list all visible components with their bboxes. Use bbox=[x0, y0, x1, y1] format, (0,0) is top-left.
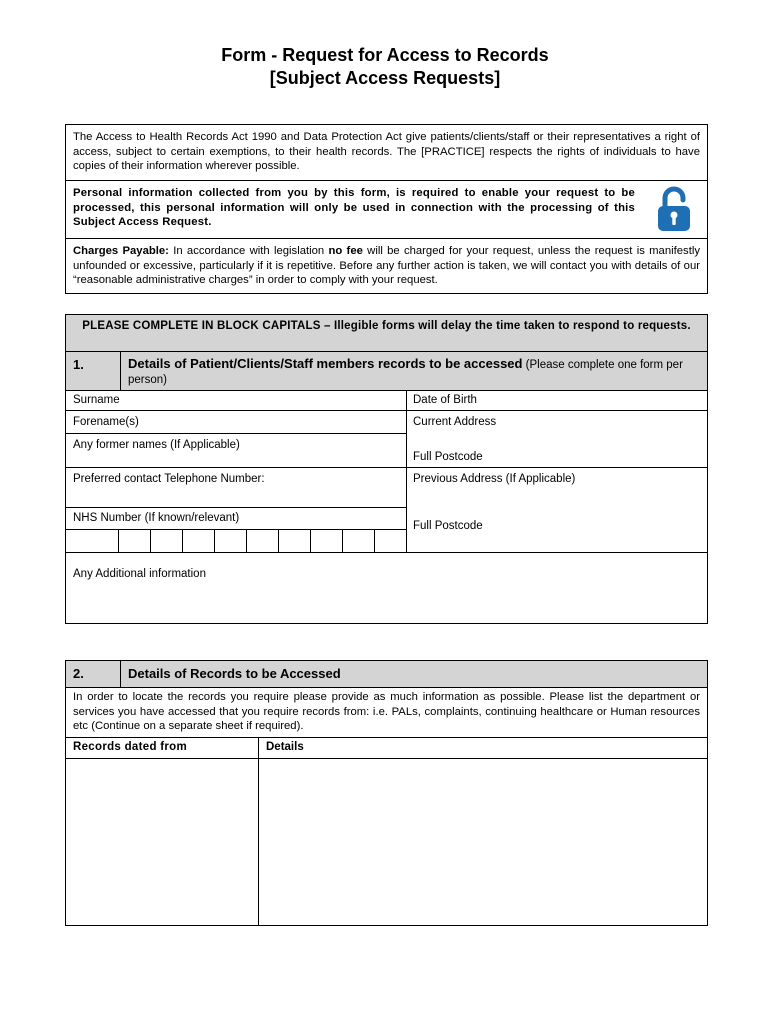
forename-label: Forename(s) bbox=[73, 416, 139, 428]
dob-label: Date of Birth bbox=[413, 394, 477, 406]
full-postcode-label-2: Full Postcode bbox=[413, 520, 483, 532]
privacy-text: Personal information collected from you by this form, is required to enable your request to be processed, this personal information will only be used in connection with the processing of this Subject Access Request. bbox=[73, 187, 635, 228]
surname-label: Surname bbox=[73, 394, 120, 406]
section2-heading-cell bbox=[121, 661, 707, 687]
telephone-label: Preferred contact Telephone Number: bbox=[73, 473, 265, 485]
intro-box bbox=[65, 124, 708, 294]
section2-number: 2. bbox=[73, 666, 84, 681]
section1-table bbox=[65, 314, 708, 624]
records-dated-from-field[interactable] bbox=[66, 759, 258, 925]
form-title-line1: Form - Request for Access to Records bbox=[221, 45, 549, 65]
section2-table bbox=[65, 660, 708, 926]
additional-info-label: Any Additional information bbox=[73, 568, 206, 580]
section1-heading-cell bbox=[121, 352, 707, 390]
section2-number-cell bbox=[66, 661, 120, 687]
intro-privacy-paragraph bbox=[66, 181, 707, 239]
section2-heading: Details of Records to be Accessed bbox=[128, 666, 341, 681]
current-address-label: Current Address bbox=[413, 416, 497, 428]
full-postcode-label-1: Full Postcode bbox=[413, 451, 483, 463]
intro-charges-paragraph bbox=[66, 239, 707, 293]
charges-text-b: will be charged for your request, unless the request is manifestly unfounded or excessive, particularly if it is repetitive. Before any further action is taken, we will contact you with details of our “reasonable administrative charges” in order to comply with your request. bbox=[73, 245, 700, 286]
nhs-number-label: NHS Number (If known/relevant) bbox=[73, 512, 240, 524]
charges-label: Charges Payable: bbox=[73, 245, 169, 257]
details-field[interactable] bbox=[259, 759, 707, 925]
section1-heading-note: (Please complete one form per person) bbox=[128, 359, 683, 386]
padlock-open-icon bbox=[656, 186, 692, 232]
charges-text-a: In accordance with legislation bbox=[168, 245, 329, 257]
form-title-line2: [Subject Access Requests] bbox=[269, 68, 501, 88]
section1-number-cell bbox=[66, 352, 120, 390]
section2-instructions: In order to locate the records you require please provide as much information as possible. Please list the department or services you have accessed that you require records from: i.e. PALs, complaints, continuing healthcare or Human resources etc (Continue on a separate sheet if required). bbox=[73, 691, 700, 732]
details-header: Details bbox=[266, 741, 304, 753]
section1-heading bbox=[128, 356, 698, 388]
section1-heading-text: Details of Patient/Clients/Staff members records to be accessed bbox=[128, 356, 523, 371]
intro-rights-paragraph: The Access to Health Records Act 1990 and Data Protection Act give patients/clients/staff or their representatives a right of access, subject to certain exemptions, to their health records. The [PRACTICE] respects the rights of individuals to have copies of their information wherever possible. bbox=[66, 125, 707, 181]
block-capitals-banner: PLEASE COMPLETE IN BLOCK CAPITALS – Illegible forms will delay the time taken to respond to requests. bbox=[66, 315, 707, 352]
form-title bbox=[0, 44, 770, 90]
records-dated-from-header: Records dated from bbox=[73, 741, 188, 753]
former-names-label: Any former names (If Applicable) bbox=[73, 439, 240, 451]
charges-no-fee: no fee bbox=[328, 245, 363, 257]
section1-number: 1. bbox=[73, 357, 84, 372]
previous-address-label: Previous Address (If Applicable) bbox=[413, 473, 576, 485]
